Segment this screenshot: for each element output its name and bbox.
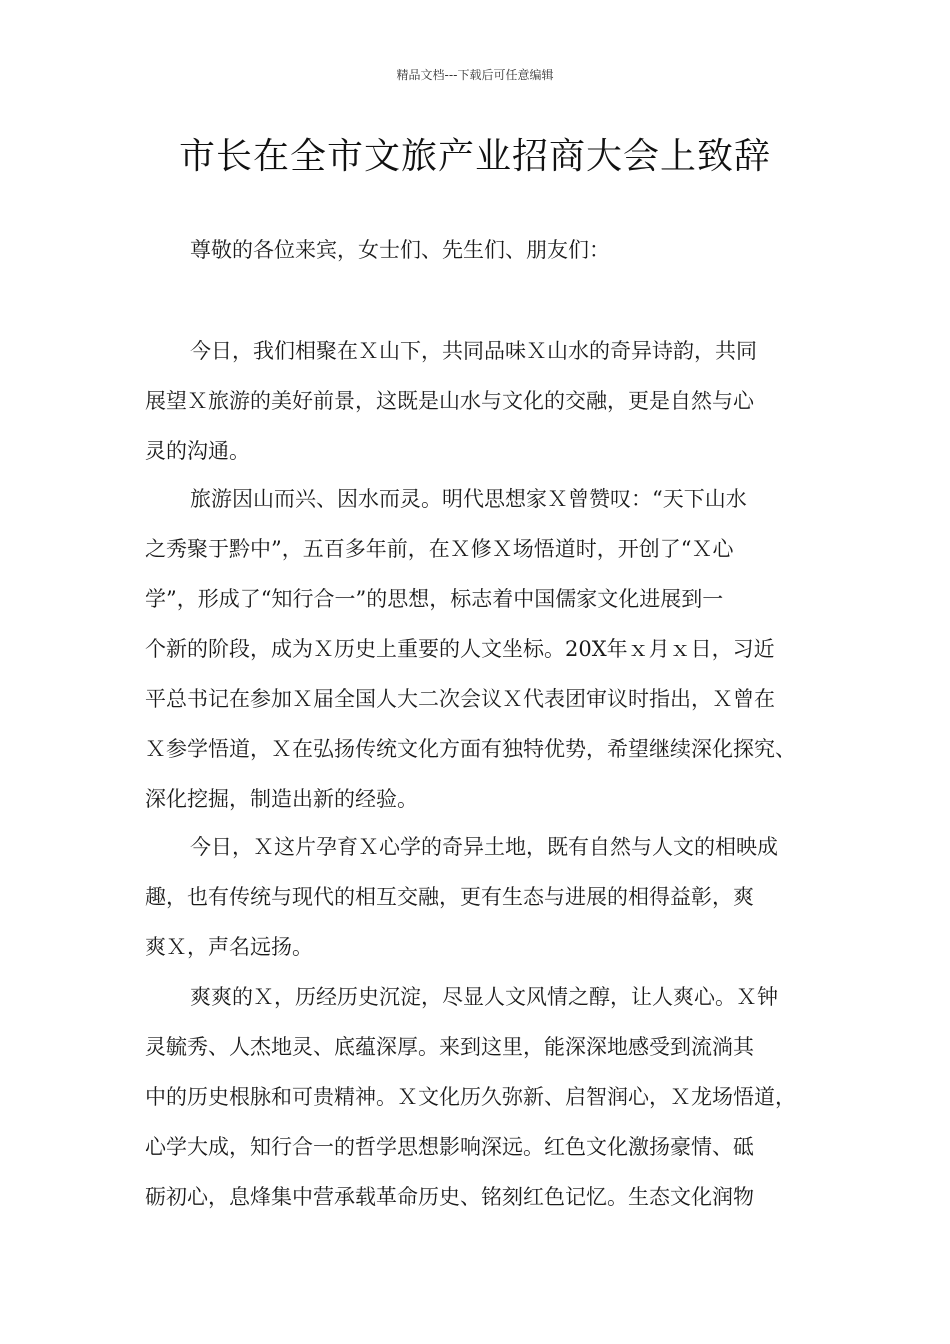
paragraph-line: 爽爽的Ｘ，历经历史沉淀，尽显人文风情之醇，让人爽心。Ｘ钟 xyxy=(190,985,778,1009)
salutation: 尊敬的各位来宾，女士们、先生们、朋友们： xyxy=(190,238,610,262)
paragraph-line: Ｘ参学悟道，Ｘ在弘扬传统文化方面有独特优势，希望继续深化探究、 xyxy=(145,737,796,761)
paragraph-line: 爽Ｘ，声名远扬。 xyxy=(145,935,313,959)
paragraph-line: 趣，也有传统与现代的相互交融，更有生态与进展的相得益彰，爽 xyxy=(145,885,754,909)
paragraph-2 xyxy=(145,484,845,834)
document-title: 市长在全市文旅产业招商大会上致辞 xyxy=(178,136,771,177)
paragraph-line: 个新的阶段，成为Ｘ历史上重要的人文坐标。20X年ｘ月ｘ日，习近 xyxy=(145,637,775,661)
paragraph-line: 展望Ｘ旅游的美好前景，这既是山水与文化的交融，更是自然与心 xyxy=(145,389,754,413)
paragraph-line: 心学大成，知行合一的哲学思想影响深远。红色文化激扬豪情、砥 xyxy=(145,1135,754,1159)
paragraph-line: 今日，Ｘ这片孕育Ｘ心学的奇异土地，既有自然与人文的相映成 xyxy=(190,835,778,859)
header-note: 精品文档---下载后可任意编辑 xyxy=(396,68,554,82)
paragraph-line: 中的历史根脉和可贵精神。Ｘ文化历久弥新、启智润心，Ｘ龙场悟道， xyxy=(145,1085,796,1109)
paragraph-3 xyxy=(145,832,845,982)
paragraph-line: 旅游因山而兴、因水而灵。明代思想家Ｘ曾赞叹：“天下山水 xyxy=(190,487,747,511)
paragraph-line: 之秀聚于黔中”，五百多年前，在Ｘ修Ｘ场悟道时，开创了“Ｘ心 xyxy=(145,537,734,561)
paragraph-line: 学”，形成了“知行合一”的思想，标志着中国儒家文化进展到一 xyxy=(145,587,724,611)
paragraph-line: 今日，我们相聚在Ｘ山下，共同品味Ｘ山水的奇异诗韵，共同 xyxy=(190,339,757,363)
paragraph-line: 平总书记在参加Ｘ届全国人大二次会议Ｘ代表团审议时指出，Ｘ曾在 xyxy=(145,687,775,711)
paragraph-1 xyxy=(145,336,845,486)
paragraph-line: 灵毓秀、人杰地灵、底蕴深厚。来到这里，能深深地感受到流淌其 xyxy=(145,1035,754,1059)
paragraph-line: 灵的沟通。 xyxy=(145,439,250,463)
paragraph-line: 深化挖掘，制造出新的经验。 xyxy=(145,787,418,811)
paragraph-4 xyxy=(145,982,845,1232)
paragraph-line: 砺初心，息烽集中营承载革命历史、铭刻红色记忆。生态文化润物 xyxy=(145,1185,754,1209)
